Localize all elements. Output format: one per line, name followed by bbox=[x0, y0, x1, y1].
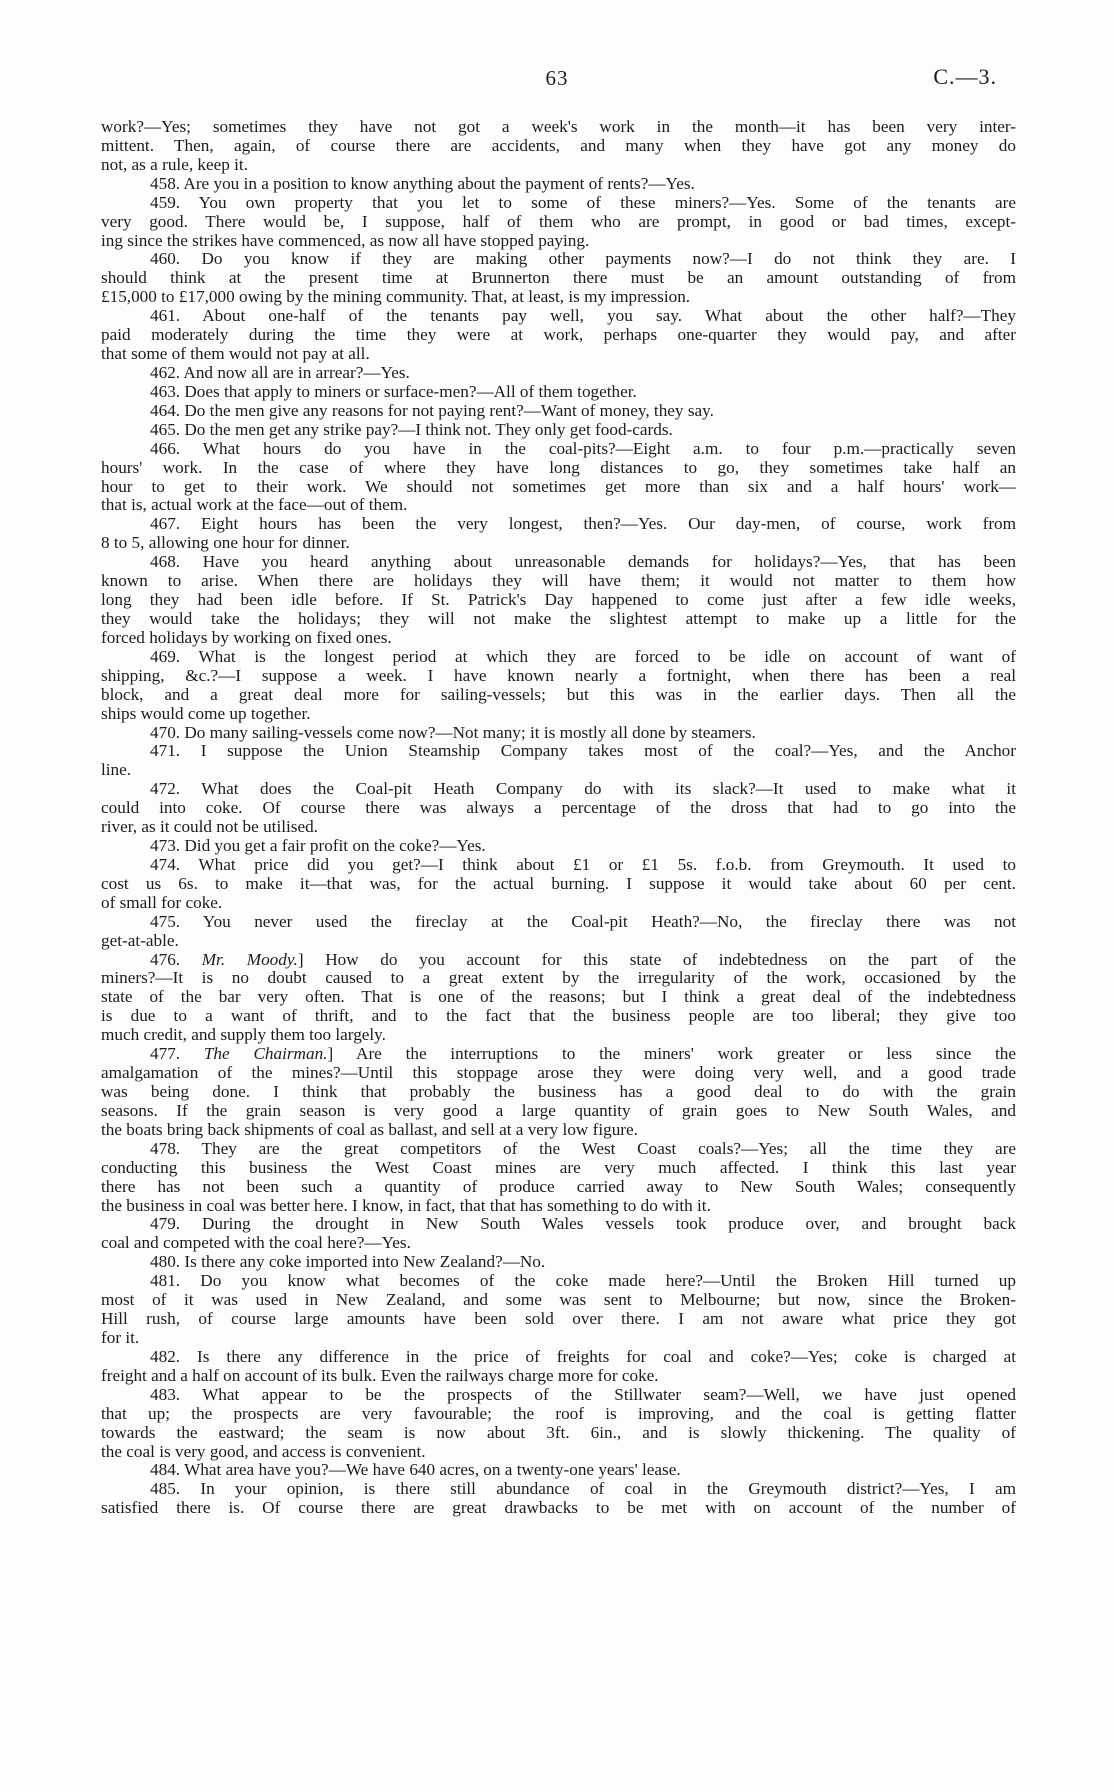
question-472 bbox=[101, 780, 1016, 837]
text-line: 462. And now all are in arrear?—Yes. bbox=[150, 363, 410, 382]
question-469 bbox=[101, 648, 1016, 724]
question-463 bbox=[101, 383, 1016, 402]
text-line: 485. In your opinion, is there still abundance of coal in the Greymouth district?—Yes, I am bbox=[150, 1480, 1016, 1499]
text-line: that up; the prospects are very favourable; the roof is improving, and the coal is getting flatter bbox=[101, 1404, 1016, 1423]
text-line: there has not been such a quantity of produce carried away to New South Wales; consequently bbox=[101, 1177, 1016, 1196]
question-485 bbox=[101, 1480, 1016, 1518]
question-464 bbox=[101, 402, 1016, 421]
question-458 bbox=[101, 175, 1016, 194]
text-line: amalgamation of the mines?—Until this stoppage arose they were doing very well, and a good trade bbox=[101, 1064, 1016, 1083]
text-line: for it. bbox=[101, 1329, 140, 1347]
question-459 bbox=[101, 194, 1016, 251]
text-line: mittent. Then, again, of course there are accidents, and many when they have got any money do bbox=[101, 136, 1016, 155]
text-line: 468. Have you heard anything about unreasonable demands for holidays?—Yes, that has been bbox=[150, 553, 1016, 572]
question-471 bbox=[101, 742, 1016, 780]
text-line: is due to a want of thrift, and to the fact that the business people are too liberal; they give too bbox=[101, 1007, 1016, 1026]
text-line: towards the eastward; the seam is now about 3ft. 6in., and is slowly thickening. The quality of bbox=[101, 1423, 1016, 1442]
text-line: 472. What does the Coal-pit Heath Company do with its slack?—It used to make what it bbox=[150, 780, 1016, 799]
text-line: 476. Mr. Moody.] How do you account for this state of indebtedness on the part of the bbox=[150, 950, 1016, 969]
text-line: 479. During the drought in New South Wales vessels took produce over, and brought back bbox=[150, 1215, 1016, 1234]
text-line: 474. What price did you get?—I think about £1 or £1 5s. f.o.b. from Greymouth. It used to bbox=[150, 855, 1016, 874]
text-line: the business in coal was better here. I know, in fact, that that has something to do with it. bbox=[101, 1196, 711, 1215]
text-line: that some of them would not pay at all. bbox=[101, 345, 370, 364]
text-line: 477. The Chairman.] Are the interruptions to the miners' work greater or less since the bbox=[150, 1045, 1016, 1064]
text-line: 484. What area have you?—We have 640 acres, on a twenty-one years' lease. bbox=[150, 1461, 681, 1480]
text-line: 461. About one-half of the tenants pay well, you say. What about the other half?—They bbox=[150, 307, 1016, 326]
text-line: 470. Do many sailing-vessels come now?—Not many; it is mostly all done by steamers. bbox=[150, 723, 756, 742]
text-line: very good. There would be, I suppose, half of them who are prompt, in good or bad times, except- bbox=[101, 212, 1016, 231]
text-line: seasons. If the grain season is very good a large quantity of grain goes to New South Wales, and bbox=[101, 1101, 1016, 1120]
text-line: the boats bring back shipments of coal as ballast, and sell at a very low figure. bbox=[101, 1120, 638, 1139]
text-line: 480. Is there any coke imported into New Zealand?—No. bbox=[150, 1253, 546, 1272]
text-line: known to arise. When there are holidays they will have them; it would not matter to them how bbox=[101, 572, 1016, 591]
text-line: 482. Is there any difference in the price of freights for coal and coke?—Yes; coke is charged at bbox=[150, 1347, 1016, 1366]
text-line: long they had been idle before. If St. Patrick's Day happened to come just after a few idle weeks, bbox=[101, 591, 1016, 610]
text-line: 469. What is the longest period at which they are forced to be idle on account of want of bbox=[150, 647, 1016, 666]
paragraph-continuation bbox=[101, 118, 1016, 175]
text-line: the coal is very good, and access is convenient. bbox=[101, 1442, 426, 1461]
text-line: river, as it could not be utilised. bbox=[101, 818, 318, 837]
text-line: 483. What appear to be the prospects of the Stillwater seam?—Well, we have just opened bbox=[150, 1385, 1016, 1404]
question-475 bbox=[101, 913, 1016, 951]
question-478 bbox=[101, 1140, 1016, 1216]
text-line: miners?—It is no doubt caused to a great extent by the irregularity of the work, occasioned by the bbox=[101, 969, 1016, 988]
question-473 bbox=[101, 837, 1016, 856]
text-line: Hill rush, of course large amounts have been sold over there. I am not aware what price they got bbox=[101, 1310, 1016, 1329]
question-484 bbox=[101, 1461, 1016, 1480]
question-467 bbox=[101, 515, 1016, 553]
text-line: work?—Yes; sometimes they have not got a week's work in the month—it has been very inter- bbox=[101, 118, 1016, 136]
page-number: 63 bbox=[545, 66, 569, 90]
text-line: hour to get to their work. We should not sometimes get more than six and a half hours' work— bbox=[101, 477, 1016, 496]
question-477 bbox=[101, 1045, 1016, 1140]
question-460 bbox=[101, 250, 1016, 307]
text-line: ships would come up together. bbox=[101, 704, 311, 723]
text-line: most of it was used in New Zealand, and some was sent to Melbourne; but now, since the Broken- bbox=[101, 1291, 1016, 1310]
text-line: could into coke. Of course there was always a percentage of the dross that had to go into the bbox=[101, 799, 1016, 818]
question-483 bbox=[101, 1386, 1016, 1462]
text-line: freight and a half on account of its bulk. Even the railways charge more for coke. bbox=[101, 1366, 659, 1385]
question-466 bbox=[101, 440, 1016, 516]
text-line: 466. What hours do you have in the coal-pits?—Eight a.m. to four p.m.—practically seven bbox=[150, 439, 1016, 458]
text-line: conducting this business the West Coast mines are very much affected. I think this last year bbox=[101, 1158, 1016, 1177]
question-474 bbox=[101, 856, 1016, 913]
question-462 bbox=[101, 364, 1016, 383]
document-code: C.—3. bbox=[933, 64, 997, 89]
text-line: 471. I suppose the Union Steamship Company takes most of the coal?—Yes, and the Anchor bbox=[150, 742, 1016, 761]
text-line: satisfied there is. Of course there are great drawbacks to be met with on account of the number of bbox=[101, 1499, 1016, 1518]
text-line: 463. Does that apply to miners or surface-men?—All of them together. bbox=[150, 382, 637, 401]
text-line: 473. Did you get a fair profit on the coke?—Yes. bbox=[150, 837, 486, 856]
text-line: 464. Do the men give any reasons for not paying rent?—Want of money, they say. bbox=[150, 401, 714, 420]
text-line: block, and a great deal more for sailing-vessels; but this was in the earlier days. Then all the bbox=[101, 685, 1016, 704]
text-line: was being done. I think that probably the business has a good deal to do with the grain bbox=[101, 1083, 1016, 1102]
text-line: cost us 6s. to make it—that was, for the actual burning. I suppose it would take about 60 per cent. bbox=[101, 874, 1016, 893]
text-line: should think at the present time at Brunnerton there must be an amount outstanding of from bbox=[101, 269, 1016, 288]
text-line: hours' work. In the case of where they have long distances to go, they sometimes take half an bbox=[101, 458, 1016, 477]
text-line: £15,000 to £17,000 owing by the mining community. That, at least, is my impression. bbox=[101, 288, 691, 307]
text-line: forced holidays by working on fixed ones. bbox=[101, 628, 392, 647]
text-line: ing since the strikes have commenced, as now all have stopped paying. bbox=[101, 231, 590, 250]
text-line: that is, actual work at the face—out of them. bbox=[101, 496, 408, 515]
question-461 bbox=[101, 307, 1016, 364]
question-479 bbox=[101, 1215, 1016, 1253]
text-line: state of the bar very often. That is one of the reasons; but I think a great deal of the indebtedness bbox=[101, 988, 1016, 1007]
text-line: 478. They are the great competitors of the West Coast coals?—Yes; all the time they are bbox=[150, 1139, 1016, 1158]
text-line: shipping, &c.?—I suppose a week. I have known nearly a fortnight, when there has been a real bbox=[101, 666, 1016, 685]
text-line: 460. Do you know if they are making other payments now?—I do not think they are. I bbox=[150, 250, 1016, 269]
text-line: 465. Do the men get any strike pay?—I think not. They only get food-cards. bbox=[150, 420, 673, 439]
question-482 bbox=[101, 1348, 1016, 1386]
question-468 bbox=[101, 553, 1016, 648]
body-text bbox=[101, 118, 1016, 1518]
question-465 bbox=[101, 421, 1016, 440]
text-line: coal and competed with the coal here?—Yes. bbox=[101, 1234, 411, 1253]
text-line: get-at-able. bbox=[101, 931, 179, 950]
text-line: much credit, and supply them too largely. bbox=[101, 1026, 386, 1045]
text-line: 481. Do you know what becomes of the coke made here?—Until the Broken Hill turned up bbox=[150, 1272, 1016, 1291]
question-481 bbox=[101, 1272, 1016, 1348]
text-line: of small for coke. bbox=[101, 893, 223, 912]
question-470 bbox=[101, 724, 1016, 743]
text-line: paid moderately during the time they were at work, perhaps one-quarter they would pay, and after bbox=[101, 326, 1016, 345]
text-line: 467. Eight hours has been the very longest, then?—Yes. Our day-men, of course, work from bbox=[150, 515, 1016, 534]
text-line: 8 to 5, allowing one hour for dinner. bbox=[101, 534, 350, 553]
text-line: they would take the holidays; they will not make the slightest attempt to make up a little for the bbox=[101, 609, 1016, 628]
text-line: not, as a rule, keep it. bbox=[101, 155, 249, 174]
question-476 bbox=[101, 951, 1016, 1046]
text-line: 458. Are you in a position to know anything about the payment of rents?—Yes. bbox=[150, 174, 695, 193]
text-line: 459. You own property that you let to some of these miners?—Yes. Some of the tenants are bbox=[150, 193, 1016, 212]
text-line: line. bbox=[101, 761, 132, 780]
question-480 bbox=[101, 1253, 1016, 1272]
text-line: 475. You never used the fireclay at the Coal-pit Heath?—No, the fireclay there was not bbox=[150, 912, 1016, 931]
